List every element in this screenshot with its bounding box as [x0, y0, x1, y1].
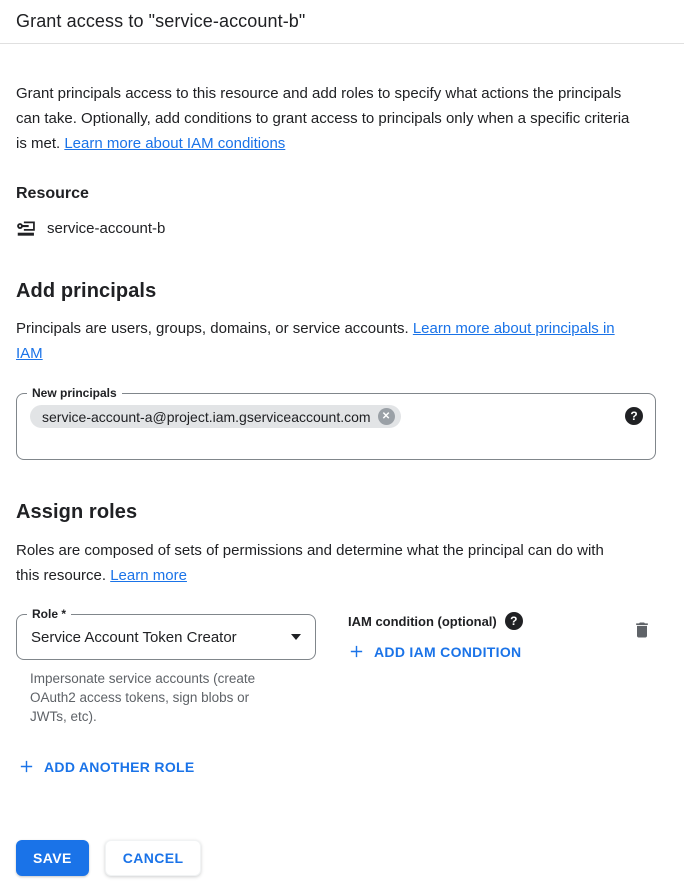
add-iam-condition-button[interactable]	[348, 643, 521, 660]
roles-paragraph	[16, 538, 608, 588]
role-column	[16, 606, 348, 726]
add-another-role-label: ADD ANOTHER ROLE	[44, 758, 195, 775]
assign-roles-heading: Assign roles	[16, 501, 138, 523]
principals-learn-more-link[interactable]: Learn more about principals in IAM	[16, 320, 615, 362]
service-account-icon	[16, 218, 37, 239]
resource-item	[16, 218, 668, 239]
help-icon[interactable]: ?	[505, 612, 523, 630]
dialog-actions	[16, 840, 668, 876]
role-select[interactable]	[16, 607, 316, 660]
role-value: Service Account Token Creator	[31, 628, 237, 646]
condition-column	[348, 606, 632, 665]
dialog-title: Grant access to "service-account-b"	[16, 11, 306, 31]
help-icon[interactable]: ?	[625, 407, 643, 425]
principal-chip[interactable]	[30, 405, 401, 428]
resource-name: service-account-b	[47, 220, 166, 237]
resource-heading: Resource	[16, 185, 89, 202]
new-principals-field[interactable]	[16, 386, 656, 460]
condition-label: IAM condition (optional)	[348, 613, 497, 629]
new-principals-label: New principals	[27, 386, 122, 401]
add-principals-heading: Add principals	[16, 280, 157, 302]
condition-label-row	[348, 612, 632, 630]
add-iam-condition-label: ADD IAM CONDITION	[374, 643, 522, 660]
save-button[interactable]: SAVE	[16, 840, 89, 876]
dialog-body	[0, 81, 684, 876]
principals-text: Principals are users, groups, domains, or service accounts.	[16, 320, 413, 337]
principals-paragraph	[16, 316, 628, 366]
role-description: Impersonate service accounts (create OAuth2 access tokens, sign blobs or JWTs, etc).	[30, 671, 256, 724]
role-row	[16, 606, 668, 726]
delete-role-column	[632, 606, 668, 645]
delete-role-button[interactable]	[632, 620, 652, 640]
roles-learn-more-link[interactable]: Learn more	[110, 567, 187, 584]
principal-chip-text: service-account-a@project.iam.gserviceaccount.com	[42, 408, 371, 425]
cancel-button[interactable]: CANCEL	[105, 840, 202, 876]
dropdown-arrow-icon	[291, 634, 301, 640]
iam-conditions-link[interactable]: Learn more about IAM conditions	[64, 135, 286, 152]
plus-icon	[348, 643, 365, 660]
dialog-header	[0, 0, 684, 44]
intro-paragraph	[16, 81, 638, 156]
role-label: Role *	[27, 607, 71, 622]
delete-icon	[632, 620, 652, 640]
intro-text: Grant principals access to this resource and add roles to specify what actions the principals can take. Optionally, add conditions to grant access to principals only when a specific criteria is met.	[16, 85, 630, 152]
roles-text: Roles are composed of sets of permissions and determine what the principal can do with this resource.	[16, 542, 604, 584]
add-another-role-button[interactable]	[18, 758, 195, 775]
close-icon[interactable]: ✕	[378, 408, 395, 425]
plus-icon	[18, 758, 35, 775]
